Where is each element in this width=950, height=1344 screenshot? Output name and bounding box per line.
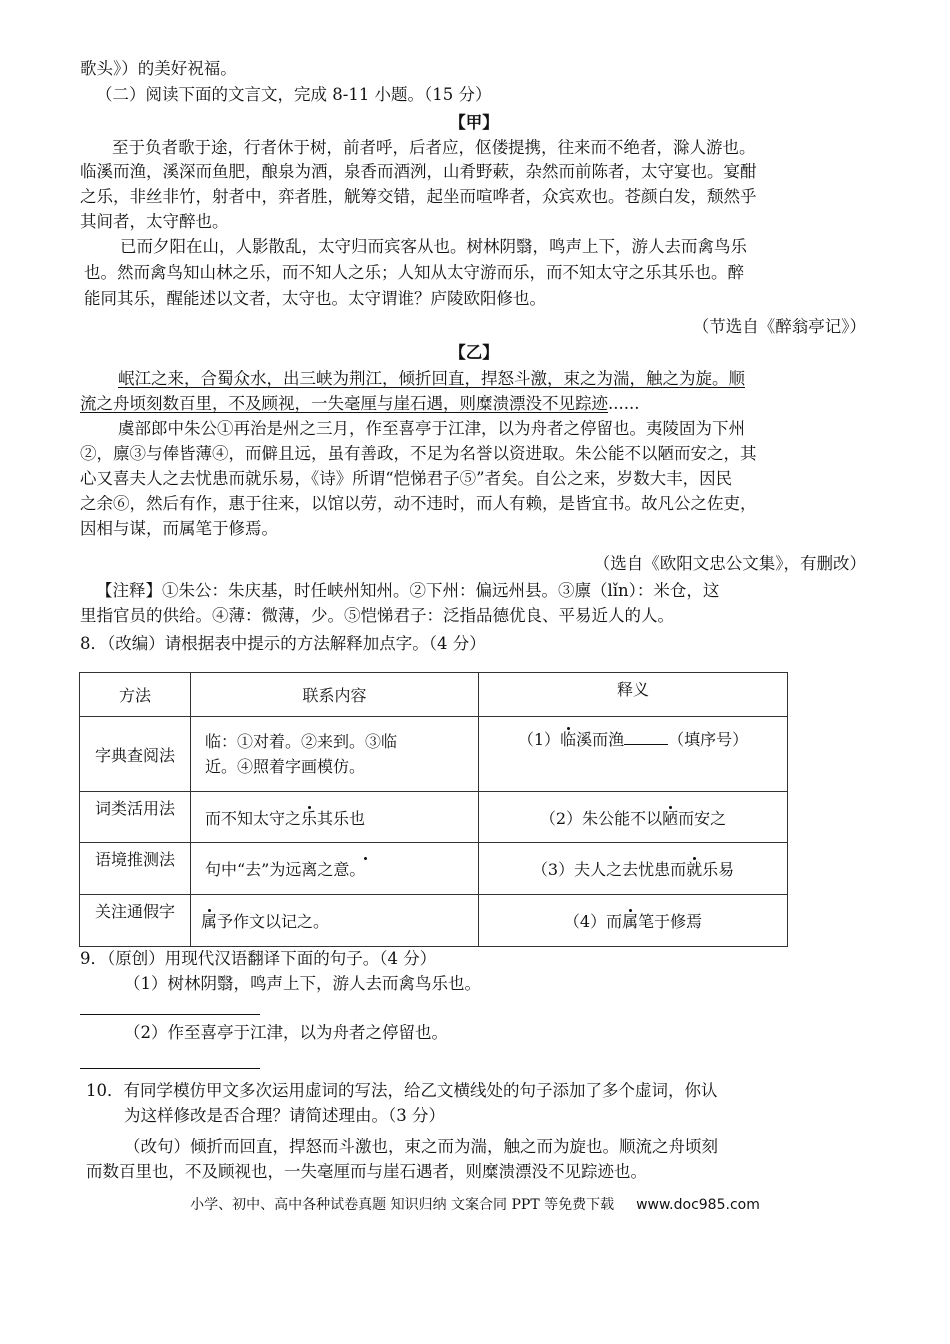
method-cell: 关注通假字 (80, 895, 191, 947)
passage-yi-line: ②，廪③与俸皆薄④，而僻且远，虽有善政，不足为名誉以资进取。朱公能不以陋而安之，其 (80, 444, 757, 463)
revised-sentence: （改句）倾折而回直，捍怒而斗激也，束之而为湍，触之而为旋也。顺流之舟顷刻 (124, 1137, 718, 1156)
question-9-item-1: （1）树林阴翳，鸣声上下，游人去而禽鸟乐也。 (124, 974, 481, 993)
question-9: 9．（原创）用现代汉语翻译下面的句子。（4 分） (80, 949, 437, 968)
answer-blank[interactable] (624, 728, 668, 745)
method-cell: 字典查阅法 (80, 717, 191, 792)
passage-yi-line: 之余⑥，然后有作，惠于往来，以馆以劳，动不违时，而人有赖，是皆宜书。故凡公之佐吏， (80, 494, 757, 513)
table-row (80, 895, 788, 947)
passage-yi-source: （选自《欧阳文忠公文集》，有删改） (593, 554, 866, 573)
revised-sentence: 而数百里也，不及顾视也，一失毫厘而与崖石遇者，则糜溃漂没不见踪迹也。 (86, 1162, 647, 1181)
header-content: 联系内容 (191, 673, 479, 717)
passage-jia-line: 临溪而渔，溪深而鱼肥，酿泉为酒，泉香而酒洌，山肴野蔌，杂然而前陈者，太守宴也。宴酣 (80, 162, 757, 181)
notes-line: 里指官员的供给。④薄：微薄，少。⑤恺悌君子：泛指品德优良、平易近人的人。 (80, 606, 674, 625)
passage-jia-line: 至于负者歌于途，行者休于树，前者呼，后者应，伛偻提携，往来而不绝者，滁人游也。 (112, 138, 756, 157)
question-10: 10．有同学模仿甲文多次运用虚词的写法，给乙文横线处的句子添加了多个虚词，你认 (86, 1081, 718, 1100)
passage-jia-line: 已而夕阳在山，人影散乱，太守归而宾客从也。树林阴翳，鸣声上下，游人去而禽鸟乐 (120, 237, 747, 256)
page-footer: 小学、初中、高中各种试卷真题 知识归纳 文案合同 PPT 等免费下载 www.doc985.com (190, 1197, 760, 1213)
method-table (79, 672, 788, 947)
underlined-sentence-end: 流之舟顷刻数百里，不及顾视，一失毫厘与崖石遇，则糜溃漂没不见踪迹...... (80, 394, 640, 413)
passage-yi-title: 【乙】 (449, 343, 499, 362)
underlined-sentence: 岷江之来，合蜀众水，出三峡为荆江，倾折回直，捍怒斗激，束之为湍，触之为旋。顺 (118, 369, 745, 388)
method-cell: 词类活用法 (80, 792, 191, 843)
content-cell: 属予作文以记之。 (191, 895, 479, 947)
content-cell: 临：①对着。②来到。③临 近。④照着字画模仿。 (191, 717, 479, 792)
table-row (80, 843, 788, 895)
section-heading: （二）阅读下面的文言文，完成 8-11 小题。（15 分） (96, 85, 492, 104)
content-cell: 句中“去”为远离之意。 (191, 843, 479, 895)
header-method: 方法 (80, 673, 191, 717)
passage-jia-line: 其间者，太守醉也。 (80, 212, 229, 231)
passage-jia-title: 【甲】 (449, 113, 499, 132)
passage-yi-line: 心又喜夫人之去忧患而就乐易，《诗》所谓“恺悌君子⑤”者矣。自公之来，岁数大丰，因民 (80, 469, 733, 488)
footer-link[interactable]: www.doc985.com (636, 1197, 760, 1213)
table-header-row (80, 673, 788, 717)
question-9-item-2: （2）作至喜亭于江津，以为舟者之停留也。 (124, 1023, 448, 1042)
method-cell: 语境推测法 (80, 843, 191, 895)
passage-jia-line: 之乐，非丝非竹，射者中，弈者胜，觥筹交错，起坐而喧哗者，众宾欢也。苍颜白发，颓然乎 (80, 187, 757, 206)
header-meaning: 释义 (479, 673, 788, 717)
question-10-cont: 为这样修改是否合理？请简述理由。（3 分） (124, 1106, 445, 1125)
table-row (80, 792, 788, 843)
meaning-cell: （4）而属笔于修焉 (479, 895, 788, 947)
meaning-cell: （2）朱公能不以陋而安之 (479, 792, 788, 843)
passage-yi-line: 虞部郎中朱公①再治是州之三月，作至喜亭于江津，以为舟者之停留也。夷陵固为下州 (118, 419, 745, 438)
passage-yi-line: 因相与谋，而属笔于修焉。 (80, 519, 278, 538)
passage-jia-line: 也。然而禽鸟知山林之乐，而不知人之乐；人知从太守游而乐，而不知太守之乐其乐也。醉 (84, 263, 744, 282)
passage-jia-line: 能同其乐，醒能述以文者，太守也。太守谓谁？庐陵欧阳修也。 (84, 289, 546, 308)
table-row (80, 717, 788, 792)
passage-jia-source: （节选自《醉翁亭记》） (692, 317, 866, 336)
meaning-cell: （3）夫人之去忧患而就乐易 (479, 843, 788, 895)
answer-line[interactable] (80, 1068, 260, 1069)
intro-tail: 歌头》）的美好祝福。 (80, 59, 237, 78)
notes-line: 【注释】①朱公：朱庆基，时任峡州知州。②下州：偏远州县。③廪（lǐn）：米仓，这 (96, 581, 720, 600)
meaning-cell: （1）临溪而渔 （填序号） (479, 717, 788, 792)
content-cell: 而不知太守之乐其乐也 (191, 792, 479, 843)
answer-line[interactable] (80, 1014, 260, 1015)
question-8: 8．（改编）请根据表中提示的方法解释加点字。（4 分） (80, 634, 486, 653)
